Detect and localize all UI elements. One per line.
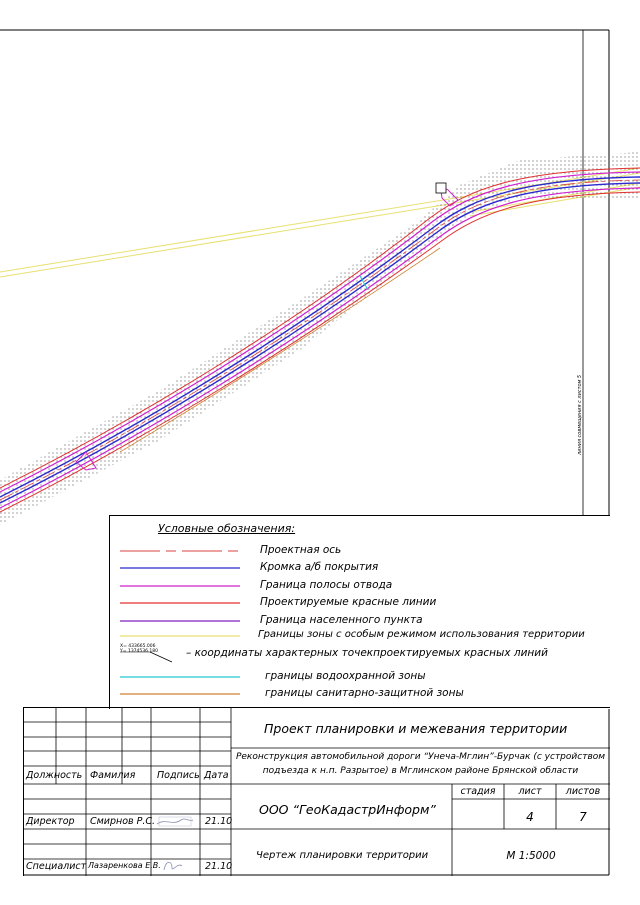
legend-item-pavement-edge xyxy=(110,560,610,576)
sheet-label: лист xyxy=(518,786,542,797)
legend-swatch-right-of-way xyxy=(120,584,240,588)
row-director-position: Директор xyxy=(26,816,75,827)
coord-leader-line xyxy=(150,652,180,664)
sheets-total: 7 xyxy=(579,810,587,824)
legend-label: Границы зоны с особым режимом использования территории xyxy=(258,629,585,640)
col-header-position: Должность xyxy=(26,770,83,781)
legend-title: Условные обозначения: xyxy=(158,522,296,535)
legend-label: Кромка а/б покрытия xyxy=(260,561,379,573)
legend-label: Граница полосы отвода xyxy=(260,579,393,591)
legend-swatch-pavement-edge xyxy=(120,566,240,570)
object-description-line1: Реконструкция автомобильной дороги “Унеча-Мглин”-Бурчак (с устройством xyxy=(235,752,606,762)
scale: М 1:5000 xyxy=(506,850,556,862)
legend-swatch-special-zone xyxy=(120,634,240,638)
legend-label: Проектируемые красные линии xyxy=(260,596,437,608)
legend-item-coordinates xyxy=(110,644,610,666)
coord-sample-x: X= 433665.006 xyxy=(120,644,156,649)
drawing-title: Чертеж планировки территории xyxy=(256,850,429,861)
legend-item-special-zone xyxy=(110,628,610,644)
object-description-line2: подъезда к н.п. Разрытое) в Мглинском районе Брянской области xyxy=(262,766,579,776)
row-director-name: Смирнов Р.С. xyxy=(90,816,156,827)
legend-label: – координаты характерных точекпроектируемых красных линий xyxy=(186,647,548,659)
title-block xyxy=(23,707,610,876)
director-signature-icon xyxy=(155,814,195,828)
legend-label: Проектная ось xyxy=(260,544,342,556)
row-specialist-date: 21.10 xyxy=(205,861,233,872)
row-director-date: 21.10 xyxy=(205,816,233,827)
legend-item-design-axis xyxy=(110,543,610,559)
legend-label: Граница населенного пункта xyxy=(260,614,423,626)
legend-swatch-red-lines xyxy=(120,601,240,605)
match-line-note: линия совмещения с листом 5 xyxy=(577,374,583,455)
dotted-corridor xyxy=(0,152,640,525)
col-header-name: Фамилия xyxy=(90,770,136,781)
row-specialist-name: Лазаренкова Е.В. xyxy=(88,861,161,870)
legend-item-red-lines xyxy=(110,595,610,611)
row-specialist-position: Специалист xyxy=(26,861,87,872)
legend-swatch-sanitary-zone xyxy=(120,692,240,696)
stage-label: стадия xyxy=(460,786,496,797)
company-name: ООО “ГеоКадастрИнформ” xyxy=(259,802,436,817)
legend-label: границы водоохранной зоны xyxy=(265,670,426,682)
legend-swatch-water-zone xyxy=(120,675,240,679)
project-title: Проект планировки и межевания территории xyxy=(264,721,568,736)
legend-swatch-design-axis xyxy=(120,549,240,553)
legend-item-sanitary-zone xyxy=(110,686,610,702)
legend-item-right-of-way xyxy=(110,578,610,594)
coord-sample-y: Y= 1374536.180 xyxy=(120,649,159,654)
legend-label: границы санитарно-защитной зоны xyxy=(265,687,464,699)
col-header-date: Дата xyxy=(204,770,229,781)
legend xyxy=(109,515,610,709)
legend-swatch-settlement-border xyxy=(120,619,240,623)
legend-item-water-zone xyxy=(110,669,610,685)
sheets-label: листов xyxy=(565,786,601,797)
building xyxy=(436,183,446,193)
specialist-signature-icon xyxy=(160,858,186,874)
sheet-number: 4 xyxy=(526,810,534,824)
legend-item-settlement-border xyxy=(110,613,610,629)
col-header-signature: Подпись xyxy=(157,770,200,781)
